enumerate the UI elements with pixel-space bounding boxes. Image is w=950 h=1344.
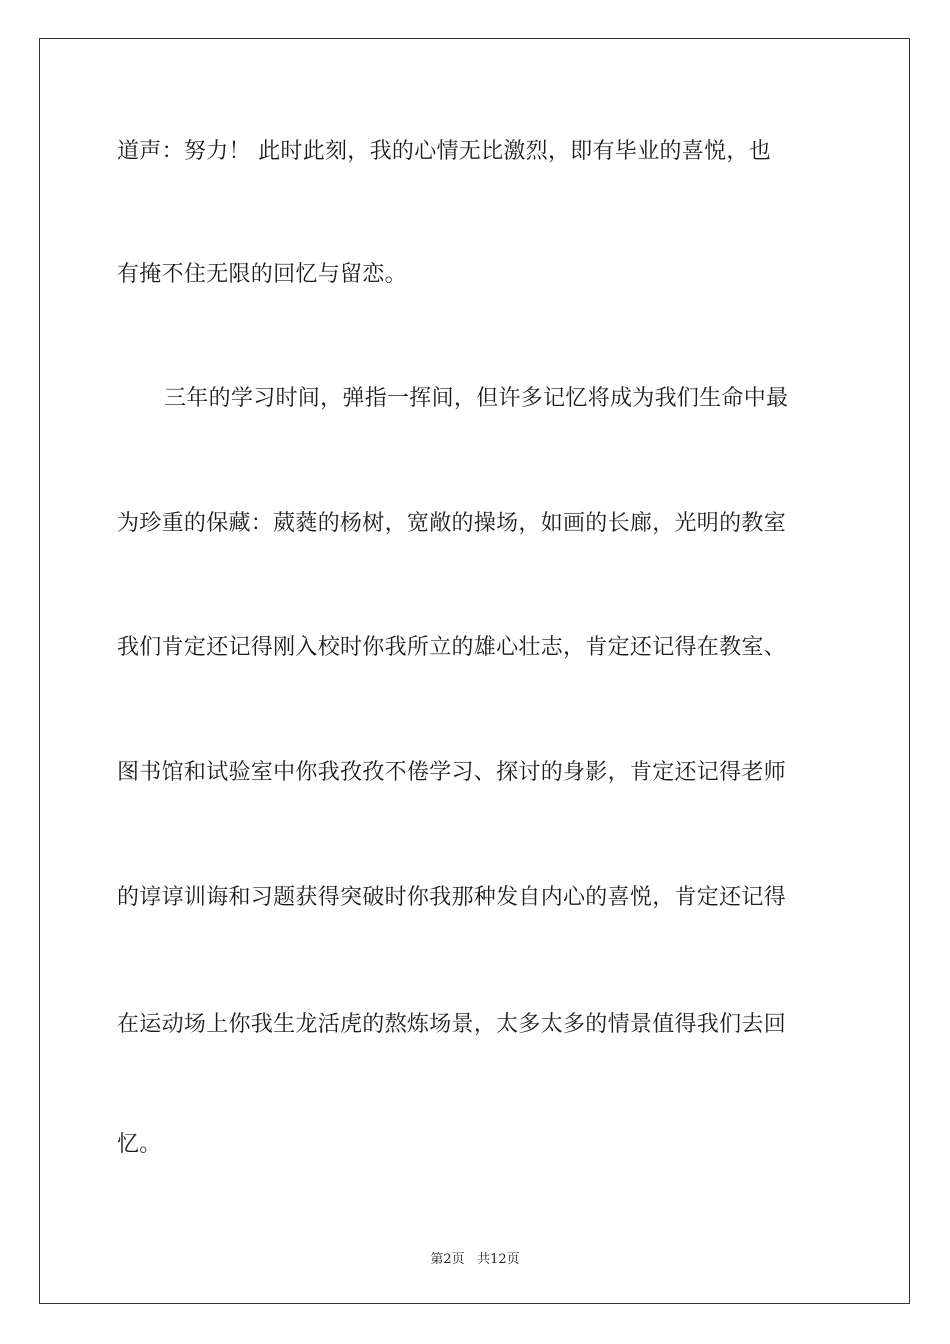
page-number: 第2页 bbox=[430, 1252, 465, 1267]
body-line-9: 忆。 bbox=[117, 1132, 162, 1157]
body-line-1: 道声：努力！ 此时此刻，我的心情无比激烈，即有毕业的喜悦，也 bbox=[117, 139, 771, 164]
body-line-8: 在运动场上你我生龙活虎的熬炼场景，太多太多的情景值得我们去回 bbox=[117, 1012, 787, 1037]
page-border bbox=[39, 38, 910, 1304]
body-line-5: 我们肯定还记得刚入校时你我所立的雄心壮志，肯定还记得在教室、 bbox=[117, 635, 787, 660]
body-line-7: 的谆谆训诲和习题获得突破时你我那种发自内心的喜悦，肯定还记得 bbox=[117, 885, 787, 910]
total-pages: 共12页 bbox=[477, 1252, 520, 1267]
body-line-2: 有掩不住无限的回忆与留恋。 bbox=[117, 262, 407, 287]
body-line-4: 为珍重的保藏：葳蕤的杨树，宽敞的操场，如画的长廊，光明的教室 bbox=[117, 511, 787, 536]
body-line-3: 三年的学习时间，弹指一挥间，但许多记忆将成为我们生命中最 bbox=[164, 386, 789, 411]
page-footer bbox=[0, 1248, 950, 1267]
body-line-6: 图书馆和试验室中你我孜孜不倦学习、探讨的身影，肯定还记得老师 bbox=[117, 760, 787, 785]
